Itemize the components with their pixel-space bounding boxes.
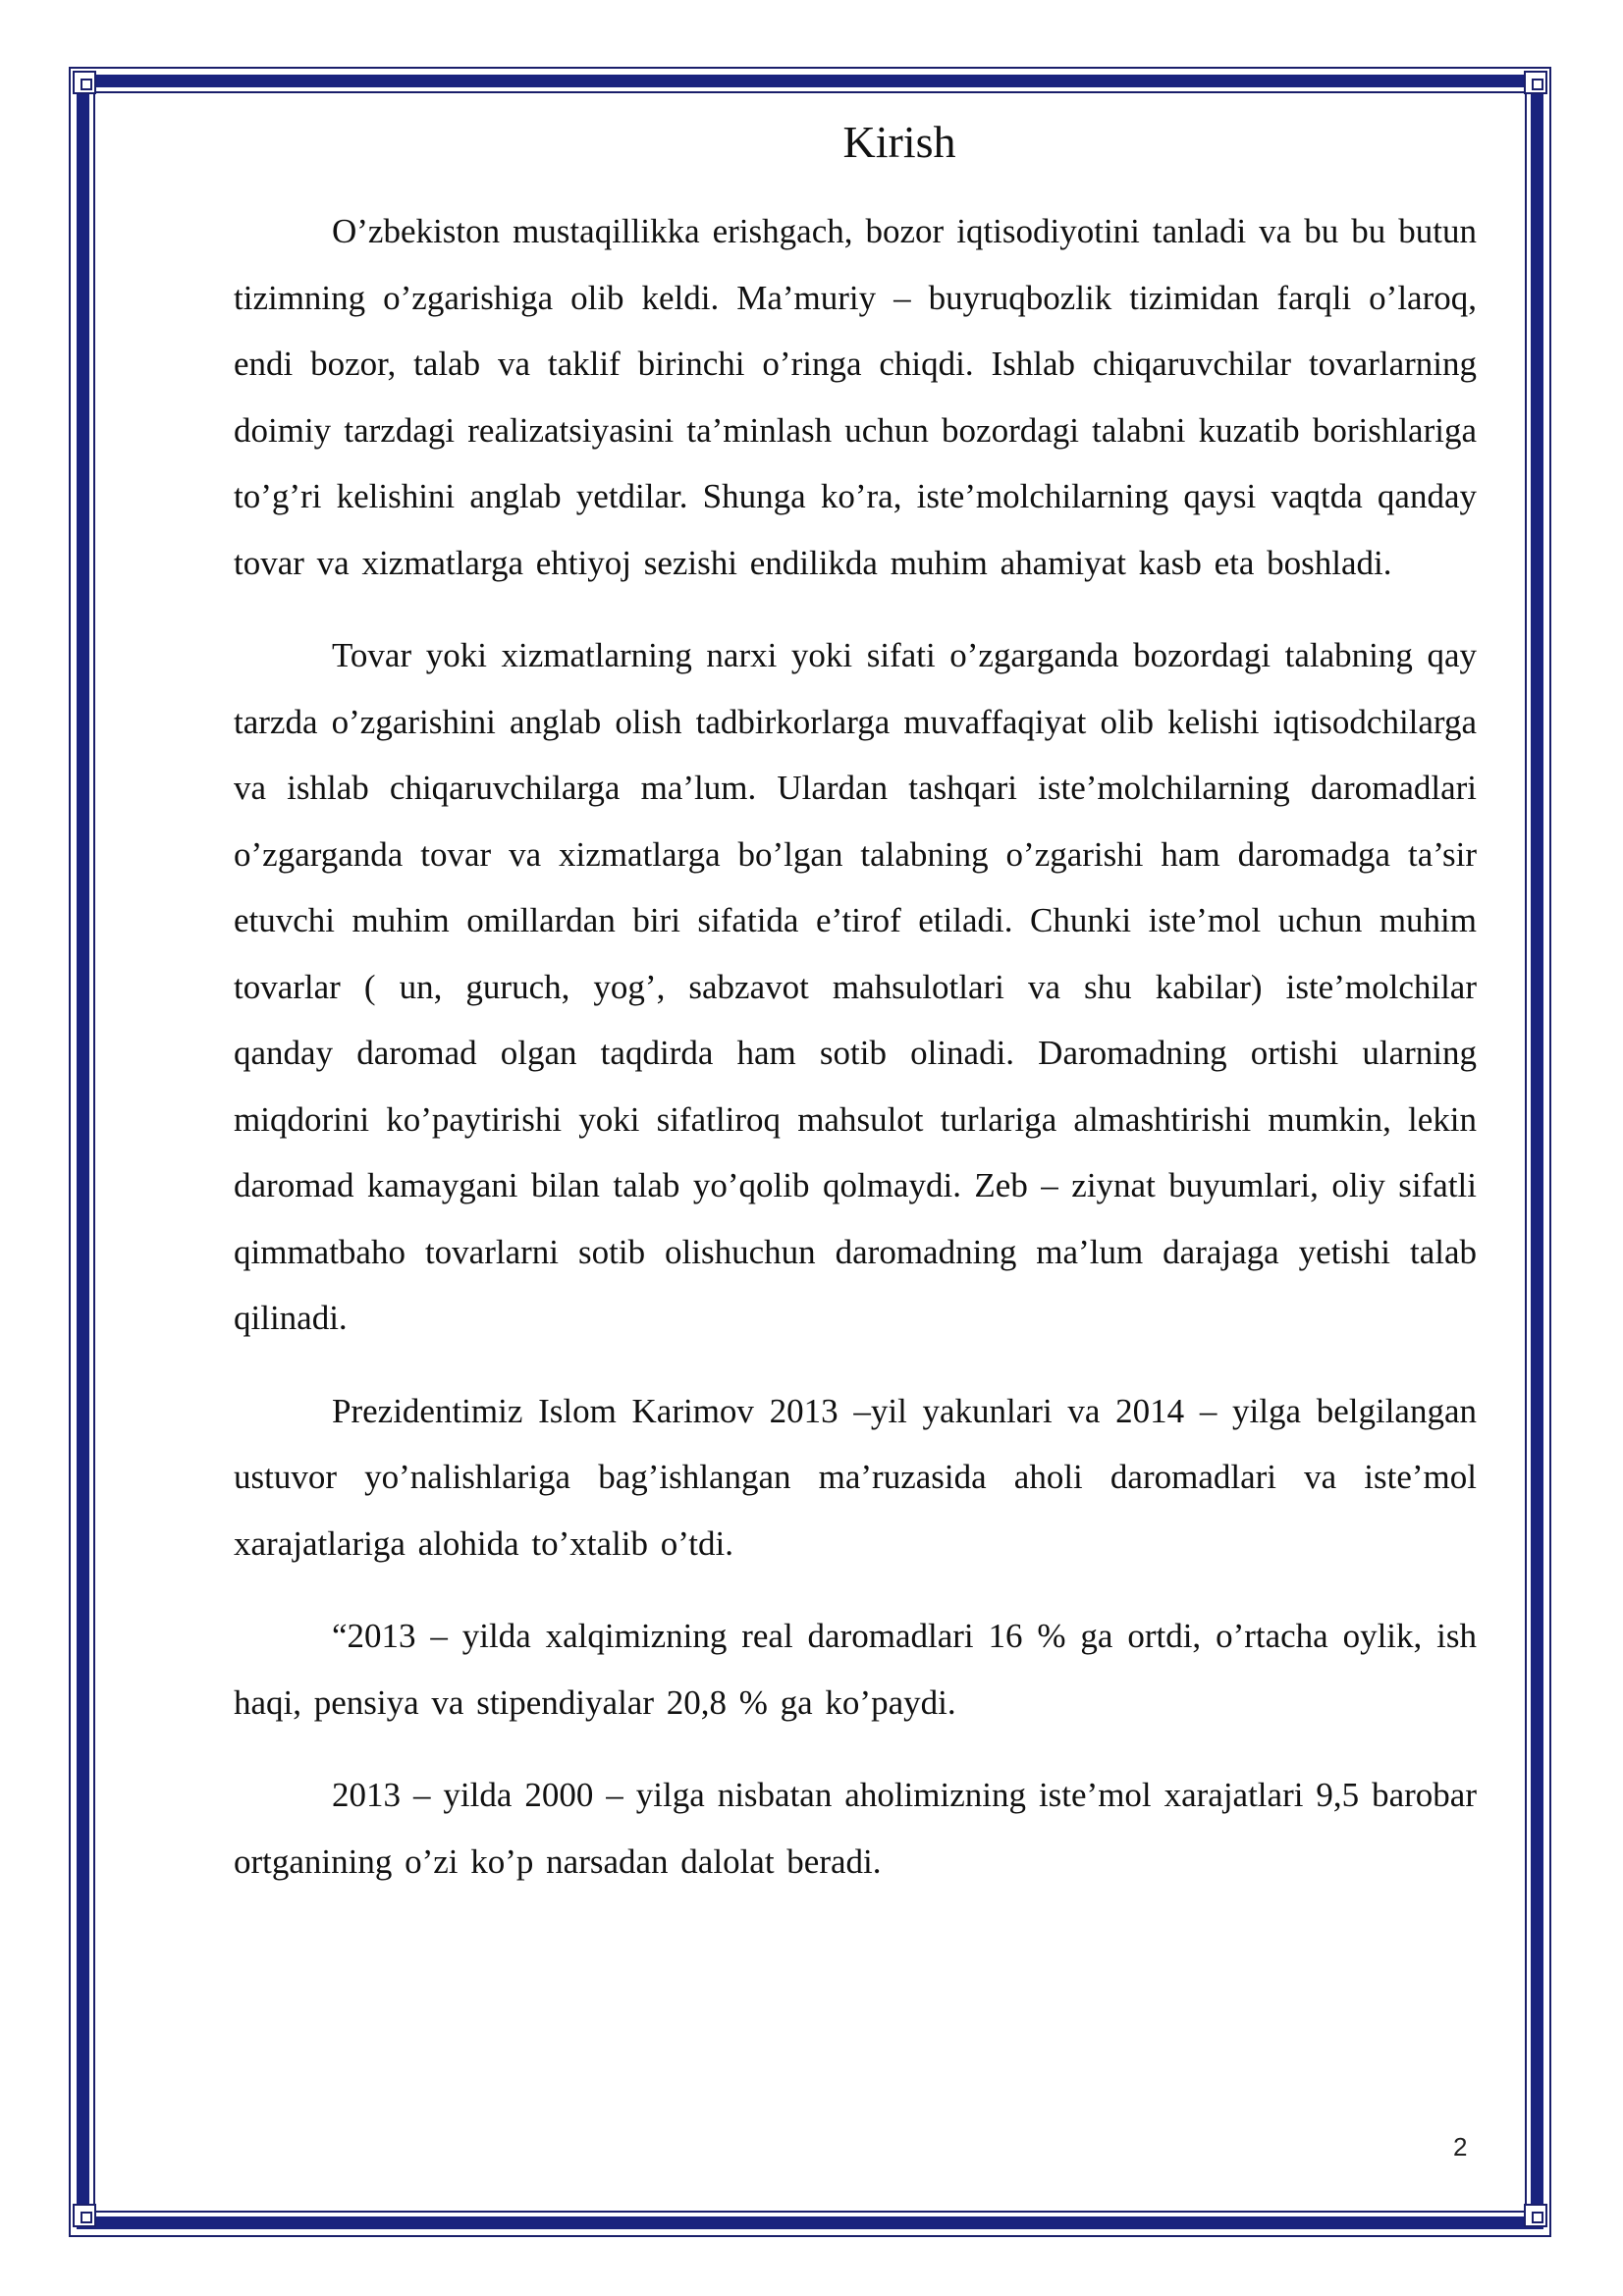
paragraph: Tovar yoki xizmatlarning narxi yoki sifati o’zgarganda bozordagi talabning qay tarzda o’zgarishini anglab olish tadbirkorlarga muvaffaqiyat olib kelishi iqtisodchilarga va ishlab chiqaruvchilarga ma’lum. Ulardan tashqari iste’molchilarning daromadlari o’zgarganda tovar va xizmatlarga bo’lgan talabning o’zgarishi ham daromadga ta’sir etuvchi muhim omillardan biri sifatida e’tirof etiladi. Chunki iste’mol uchun muhim tovarlar ( un, guruch, yog’, sabzavot mahsulotlari va shu kabilar) iste’molchilar qanday daromad olgan taqdirda ham sotib olinadi. Daromadning ortishi ularning miqdorini ko’paytirishi yoki sifatliroq mahsulot turlariga almashtirishi mumkin, lekin daromad kamaygani bilan talab yo’qolib qolmaydi. Zeb – ziynat buyumlari, oliy sifatli qimmatbaho tovarlarni sotib olishuchun daromadning ma’lum darajaga yetishi talab qilinadi. [234,636,1477,1337]
page-title: Kirish [842,117,956,167]
paragraph: 2013 – yilda 2000 – yilga nisbatan aholimizning iste’mol xarajatlari 9,5 barobar ortganining o’zi ko’p narsadan dalolat beradi. [234,1776,1477,1881]
paragraph: O’zbekiston mustaqillikka erishgach, bozor iqtisodiyotini tanladi va bu bu butun tizimning o’zgarishiga olib keldi. Ma’muriy – buyruqbozlik tizimidan farqli o’laroq, endi bozor, talab va taklif birinchi o’ringa chiqdi. Ishlab chiqaruvchilar tovarlarning doimiy tarzdagi realizatsiyasini ta’minlash uchun bozordagi talabni kuzatib borishlariga to’g’ri kelishini anglab yetdilar. Shunga ko’ra, iste’molchilarning qaysi vaqtda qanday tovar va xizmatlarga ehtiyoj sezishi endilikda muhim ahamiyat kasb eta boshladi. [234,212,1477,582]
frame-corner-ornament [73,2204,96,2227]
frame-corner-ornament [1524,2204,1547,2227]
frame-corner-ornament [1524,71,1547,94]
frame-corner-ornament [73,71,96,94]
paragraph: “2013 – yilda xalqimizning real daromadlari 16 % ga ortdi, o’rtacha oylik, ish haqi, pensiya va stipendiyalar 20,8 % ga ko’paydi. [234,1617,1477,1722]
page-number: 2 [1453,2132,1468,2162]
document-body [234,108,1477,1921]
paragraph: Prezidentimiz Islom Karimov 2013 –yil yakunlari va 2014 – yilga belgilangan ustuvor yo’nalishlariga bag’ishlangan ma’ruzasida aholi daromadlari va iste’mol xarajatlariga alohida to’xtalib o’tdi. [234,1391,1477,1563]
